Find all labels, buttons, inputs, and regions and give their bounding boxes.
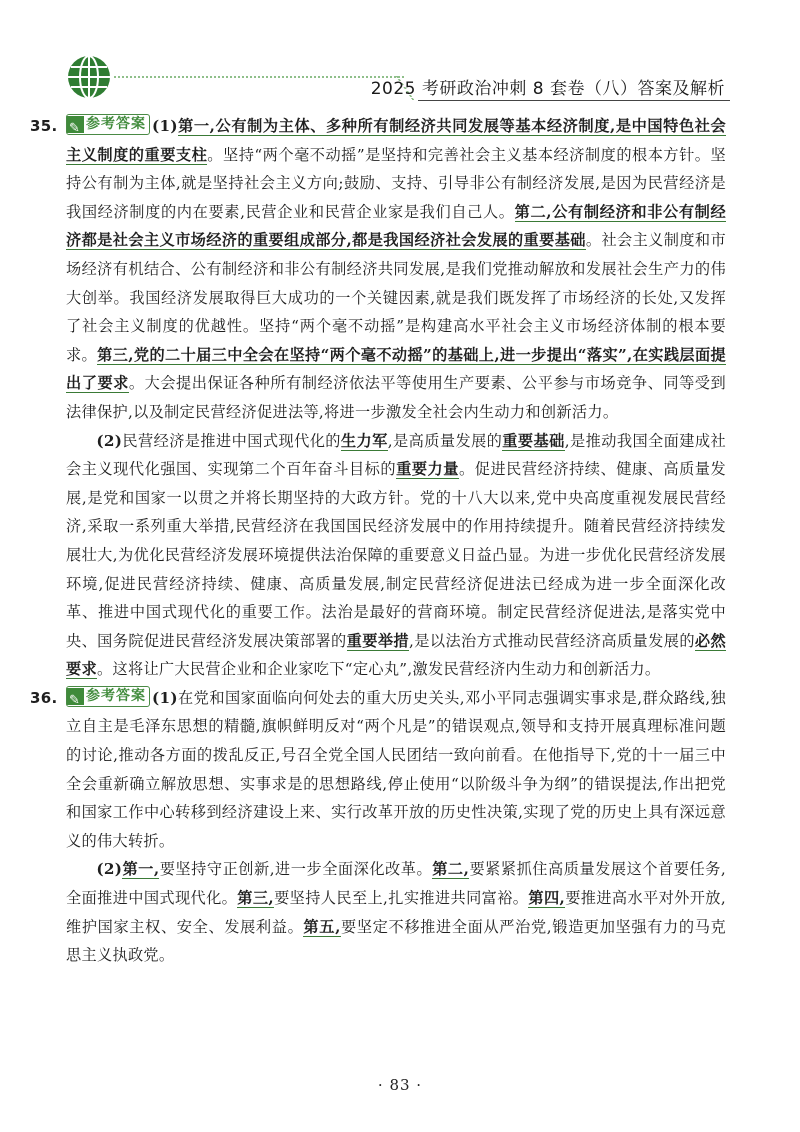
body-text: 。这将让广大民营企业和企业家吃下“定心丸”,激发民营经济内生动力和创新活力。 xyxy=(96,660,661,679)
key-point: 第一, xyxy=(122,860,160,879)
pencil-icon xyxy=(67,116,84,133)
question-number: 35. xyxy=(30,117,58,135)
answer-content xyxy=(30,112,727,970)
key-point: 重要支柱 xyxy=(144,145,208,164)
answer-label: 参考答案 xyxy=(86,116,146,133)
header-title: 2025 考研政治冲刺 8 套卷（八）答案及解析 xyxy=(370,79,725,99)
key-point: 第二, xyxy=(432,860,470,879)
body-text: 。坚持“两个毫不动摇”是坚持和完善社会主义基本经济制度的根本方针。坚持公有制为主体,就是坚持社会主义方向;鼓励、支持、引导非公有制经济发展,是因为民营经济是我国经济制度的内在要素,民营企业和民营企业家是我们自己人。 xyxy=(66,145,726,221)
part-prefix: (1) xyxy=(152,688,178,707)
key-point: 第一,公有制为主体、多种所有制经济共同发展等基本经济制度,是中国特色社会主义制度的 xyxy=(66,117,726,164)
body-text: 要坚定不移推进全面从严治党,锻造更加坚强有力的马克思主义执政党。 xyxy=(66,917,727,965)
part-prefix: (1) xyxy=(152,117,178,135)
key-point: 重要组成部分 xyxy=(252,231,347,250)
body-text: 民营经济是推进中国式现代化的 xyxy=(122,431,341,450)
header-rule xyxy=(418,100,730,101)
q36-part1 xyxy=(30,684,726,856)
body-text: 要坚持人民至上,扎实推进共同富裕。 xyxy=(273,889,529,908)
body-text: 要推进高水平对外开放,维护国家主权、安全、发展利益。 xyxy=(66,889,726,936)
body-text: 。大会提出保证各种所有制经济依法平等使用生产要素、公平参与市场竞争、同等受到法律保护,以及制定民营经济促进法等,将进一步激发全社会内生动力和创新活力。 xyxy=(66,374,727,421)
q35-part1 xyxy=(30,112,727,427)
key-point: 重要举措 xyxy=(346,631,410,650)
answer-badge xyxy=(66,686,150,707)
key-point: 重要力量 xyxy=(396,460,459,479)
body-text: 。社会主义制度和市场经济有机结合、公有制经济和非公有制经济共同发展,是我们党推动解放和发展社会生产力的伟大创举。我国经济发展取得巨大成功的一个关键因素,就是我们既发挥了市场经济的长处,又发挥了社会主义制度的优越性。坚持“两个毫不动摇”是构建高水平社会主义市场经济体制的根本要求。 xyxy=(66,231,726,364)
body-text: 。促进民营经济持续、健康、高质量发展,是党和国家一以贯之并将长期坚持的大政方针。党的十八大以来,党中央高度重视发展民营经济,采取一系列重大举措,民营经济在我国国民经济发展中的作用持续提升。随着民营经济持续发展壮大,为优化民营经济发展环境提供法治保障的重要意义日益凸显。为进一步优化民营经济发展环境,促进民营经济持续、健康、高质量发展,制定民营经济促进法已经成为进一步全面深化改革、推进中国式现代化的重要工作。法治是最好的营商环境。制定民营经济促进法,是落实党中央、国务院促进民营经济发展决策部署的 xyxy=(66,460,726,650)
q35-part2 xyxy=(66,427,726,684)
key-point: 第三,党的二十届三中全会在坚持“两个毫不动摇”的基础上,进一步提出“落实”,在实践层面提出了要求 xyxy=(66,345,726,393)
body-text: 要坚持守正创新,进一步全面深化改革。 xyxy=(159,860,433,879)
header-dotted-line xyxy=(114,76,404,78)
key-point: 第五, xyxy=(303,917,341,936)
part-prefix: (2) xyxy=(96,860,123,879)
question-35 xyxy=(30,112,727,684)
globe-logo-icon xyxy=(66,54,112,100)
body-text: ,是推动我国全面建成社会主义现代化强国、实现第二个百年奋斗目标的 xyxy=(66,431,726,479)
q36-part2 xyxy=(66,855,726,969)
body-text: 在党和国家面临向何处去的重大历史关头,邓小平同志强调实事求是,群众路线,独立自主是毛泽东思想的精髓,旗帜鲜明反对“两个凡是”的错误观点,领导和支持开展真理标准问题的讨论,推动各方面的拨乱反正,号召全党全国人民团结一致向前看。在他指导下,党的十一届三中全会重新确立解放思想、实事求是的思想路线,停止使用“以阶级斗争为纲”的错误提法,作出把党和国家工作中心转移到经济建设上来、实行改革开放的历史性决策,实现了党的历史上具有深远意义的伟大转折。 xyxy=(66,688,726,850)
key-point: 重要基础 xyxy=(502,431,565,450)
body-text: ,是高质量发展的 xyxy=(387,431,503,450)
part-prefix: (2) xyxy=(96,431,123,450)
key-point: 第三, xyxy=(237,889,274,908)
body-text: ,是以法治方式推动民营经济高质量发展的 xyxy=(409,631,695,650)
key-point: 第四, xyxy=(528,889,566,908)
page-number: · 83 · xyxy=(377,1076,423,1094)
key-point: ,都是我国经济社会发展的 xyxy=(346,231,524,250)
question-36 xyxy=(30,684,727,970)
page-header xyxy=(0,0,800,105)
question-number: 36. xyxy=(30,688,58,707)
answer-badge xyxy=(66,114,150,135)
key-point: 必然要求 xyxy=(66,631,727,679)
body-text: 要紧紧抓住高质量发展这个首要任务,全面推进中国式现代化。 xyxy=(66,860,726,908)
pencil-icon xyxy=(67,688,84,705)
key-point: 重要基础 xyxy=(523,231,586,250)
key-point: 第二,公有制经济和非公有制经济都是社会主义市场经济的 xyxy=(66,202,726,250)
key-point: 生力军 xyxy=(340,431,388,450)
answer-label: 参考答案 xyxy=(86,688,146,705)
